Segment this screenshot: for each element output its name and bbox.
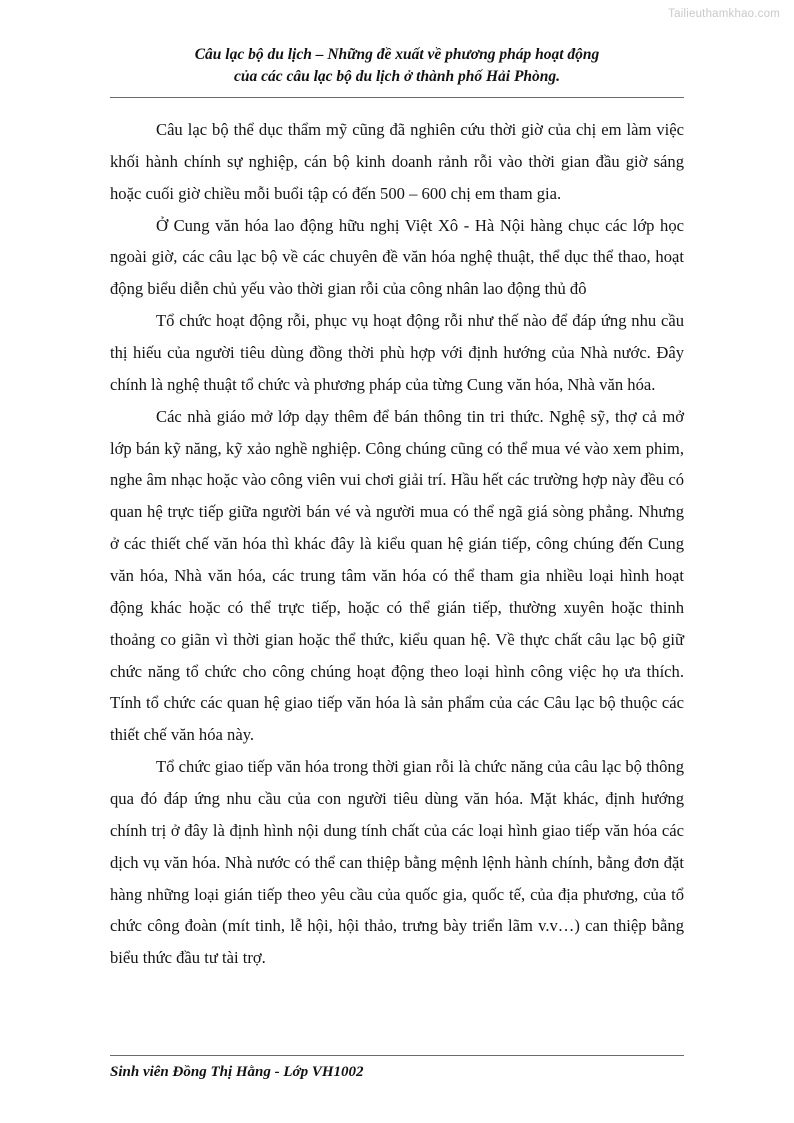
page-content	[110, 44, 684, 974]
page-footer	[110, 1055, 684, 1081]
paragraph: Tổ chức hoạt động rỗi, phục vụ hoạt động rỗi như thế nào để đáp ứng nhu cầu thị hiếu của người tiêu dùng đồng thời phù hợp với định hướng của Nhà nước. Đây chính là nghệ thuật tổ chức và phương pháp của từng Cung văn hóa, Nhà văn hóa.	[110, 311, 684, 394]
watermark-text: Tailieuthamkhao.com	[668, 8, 780, 20]
footer-text: Sinh viên Đồng Thị Hằng - Lớp VH1002	[110, 1064, 364, 1080]
paragraph: Các nhà giáo mở lớp dạy thêm để bán thông tin tri thức. Nghệ sỹ, thợ cả mở lớp bán kỹ năng, kỹ xảo nghề nghiệp. Công chúng cũng có thể mua vé vào xem phim, nghe âm nhạc hoặc vào công viên vui chơi giải trí. Hầu hết các trường hợp này đều có quan hệ trực tiếp giữa người bán vé và người mua có thể ngã giá sòng phẳng. Nhưng ở các thiết chế văn hóa thì khác đây là kiểu quan hệ gián tiếp, công chúng đến Cung văn hóa, Nhà văn hóa, các trung tâm văn hóa có thể tham gia nhiều loại hình hoạt động khác hoặc có thể trực tiếp, hoặc có thể gián tiếp, thường xuyên hoặc thinh thoảng co giãn vì thời gian hoặc thể thức, kiểu quan hệ. Về thực chất câu lạc bộ giữ chức năng tổ chức cho công chúng hoạt động theo loại hình công việc họ ưa thích. Tính tổ chức các quan hệ giao tiếp văn hóa là sản phẩm của các Câu lạc bộ thuộc các thiết chế văn hóa này.	[110, 406, 684, 745]
header-line-2: của các câu lạc bộ du lịch ở thành phố Hải Phòng.	[233, 68, 561, 85]
page-header	[110, 44, 684, 88]
paragraph: Tổ chức giao tiếp văn hóa trong thời gian rỗi là chức năng của câu lạc bộ thông qua đó đáp ứng nhu cầu của con người tiêu dùng văn hóa. Mặt khác, định hướng chính trị ở đây là định hình nội dung tính chất của các loại hình giao tiếp văn hóa các dịch vụ văn hóa. Nhà nước có thể can thiệp bằng mệnh lệnh hành chính, bằng đơn đặt hàng những loại gián tiếp theo yêu cầu của quốc gia, quốc tế, của địa phương, của tổ chức công đoàn (mít tinh, lễ hội, hội thảo, trưng bày triển lãm v.v…) can thiệp bằng biểu thức đầu tư tài trợ.	[110, 757, 684, 968]
header-line-1: Câu lạc bộ du lịch – Những đề xuất về phương pháp hoạt động	[194, 46, 600, 63]
paragraph: Ở Cung văn hóa lao động hữu nghị Việt Xô - Hà Nội hàng chục các lớp học ngoài giờ, các câu lạc bộ về các chuyên đề văn hóa nghệ thuật, thể dục thể thao, hoạt động biểu diễn chủ yếu vào thời gian rỗi của công nhân lao động thủ đô	[110, 215, 684, 299]
paragraph: Câu lạc bộ thể dục thẩm mỹ cũng đã nghiên cứu thời giờ của chị em làm việc khối hành chính sự nghiệp, cán bộ kinh doanh rảnh rỗi vào thời gian đầu giờ sáng hoặc cuối giờ chiều mỗi buổi tập có đến 500 – 600 chị em tham gia.	[110, 120, 684, 203]
footer-divider	[110, 1055, 684, 1056]
body-text	[110, 114, 684, 974]
header-divider	[110, 97, 684, 98]
